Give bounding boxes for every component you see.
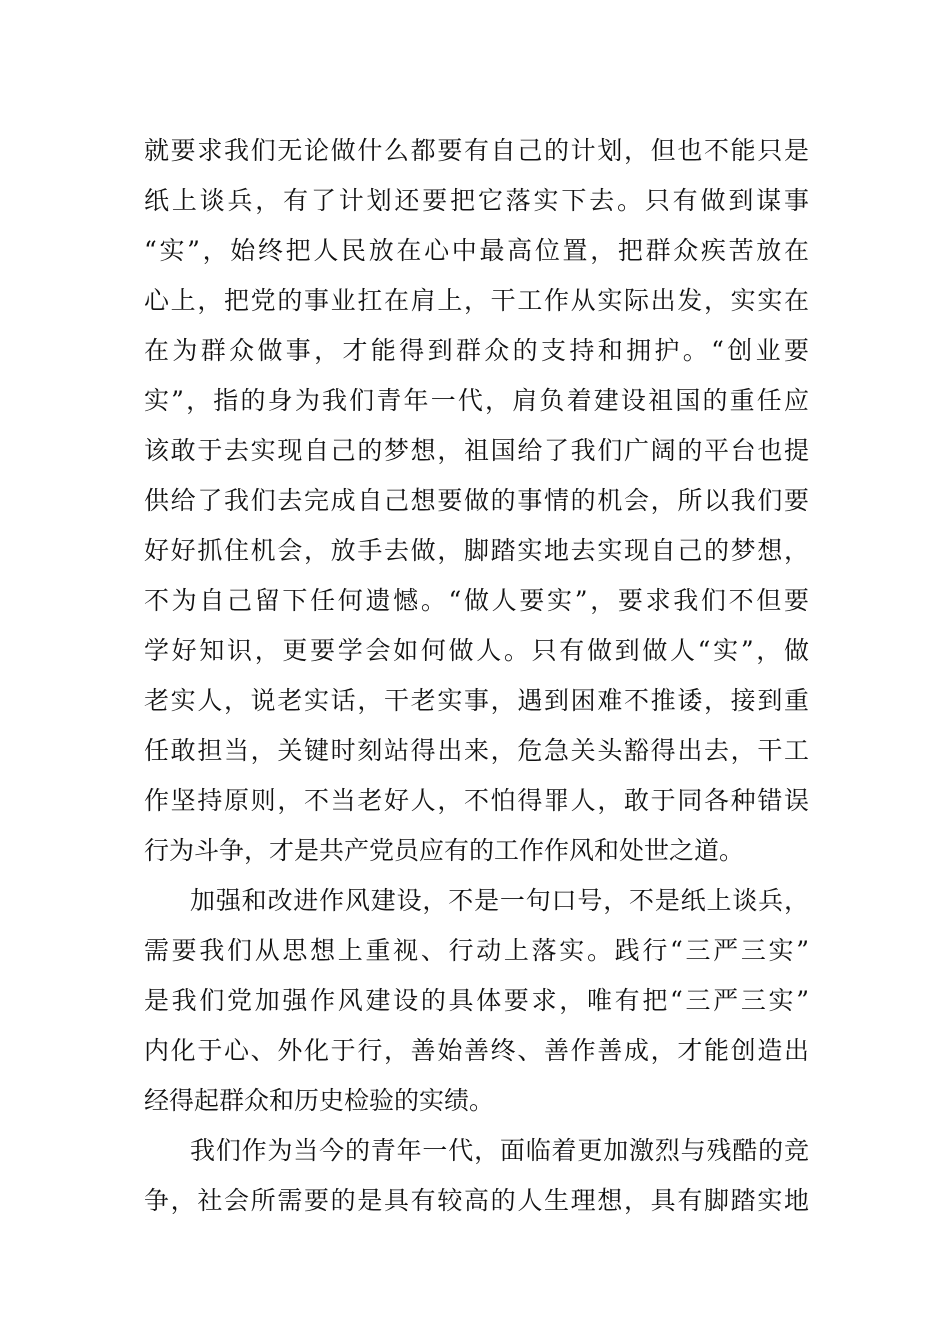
text-line: 作坚持原则，不当老好人，不怕得罪人，敢于同各种错误 bbox=[144, 786, 809, 815]
text-line: 纸上谈兵，有了计划还要把它落实下去。只有做到谋事 bbox=[144, 186, 809, 215]
text-line: 学好知识，更要学会如何做人。只有做到做人“实”，做 bbox=[144, 636, 809, 665]
text-line: 内化于心、外化于行，善始善终、善作善成，才能创造出 bbox=[144, 1036, 809, 1065]
text-line: 争，社会所需要的是具有较高的人生理想，具有脚踏实地 bbox=[144, 1186, 809, 1215]
text-line: 老实人，说老实话，干老实事，遇到困难不推诿，接到重 bbox=[144, 686, 809, 715]
paragraph-start-line: 加强和改进作风建设，不是一句口号，不是纸上谈兵， bbox=[190, 886, 809, 915]
text-line: 是我们党加强作风建设的具体要求，唯有把“三严三实” bbox=[144, 986, 809, 1015]
text-line: 心上，把党的事业扛在肩上，干工作从实际出发，实实在 bbox=[144, 286, 809, 315]
text-line: 该敢于去实现自己的梦想，祖国给了我们广阔的平台也提 bbox=[144, 436, 809, 465]
text-line: 不为自己留下任何遗憾。“做人要实”，要求我们不但要 bbox=[144, 586, 809, 615]
paragraph-start-line: 我们作为当今的青年一代，面临着更加激烈与残酷的竞 bbox=[190, 1136, 809, 1165]
paragraph-end-line: 行为斗争，才是共产党员应有的工作作风和处世之道。 bbox=[144, 836, 745, 865]
text-line: 需要我们从思想上重视、行动上落实。践行“三严三实” bbox=[144, 936, 809, 965]
text-line: 好好抓住机会，放手去做，脚踏实地去实现自己的梦想， bbox=[144, 536, 809, 565]
text-line: “实”，始终把人民放在心中最高位置，把群众疾苦放在 bbox=[144, 236, 809, 265]
paragraph-end-line: 经得起群众和历史检验的实绩。 bbox=[144, 1086, 495, 1115]
body-text bbox=[144, 126, 809, 1226]
text-line: 实”，指的身为我们青年一代，肩负着建设祖国的重任应 bbox=[144, 386, 809, 415]
text-line: 任敢担当，关键时刻站得出来，危急关头豁得出去，干工 bbox=[144, 736, 809, 765]
text-line: 在为群众做事，才能得到群众的支持和拥护。“创业要 bbox=[144, 336, 809, 365]
text-line: 就要求我们无论做什么都要有自己的计划，但也不能只是 bbox=[144, 136, 809, 165]
text-line: 供给了我们去完成自己想要做的事情的机会，所以我们要 bbox=[144, 486, 809, 515]
